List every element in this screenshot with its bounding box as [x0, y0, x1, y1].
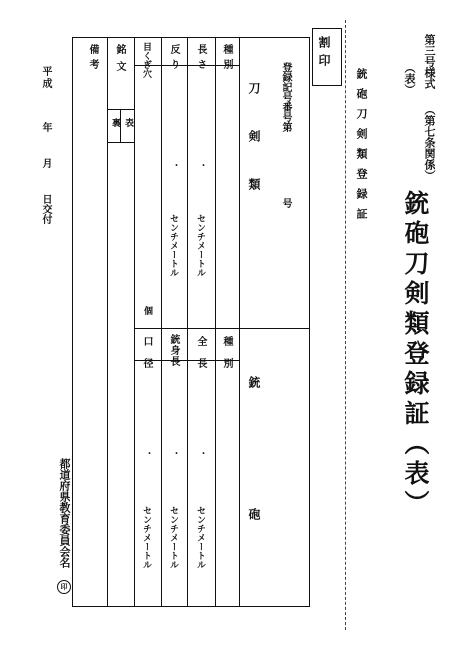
issuer-seal-mark: 印 [57, 580, 71, 594]
gun-section-header: 銃砲 [247, 376, 261, 640]
sword-length-unit: センチメートル [195, 214, 205, 277]
sword-kind-label: 種別 [221, 44, 232, 74]
gun-caliber-label: 口径 [141, 336, 152, 380]
gun-caliber-unit: センチメートル [141, 506, 151, 569]
issue-day: 日交付 [40, 194, 51, 224]
section-divider [134, 328, 310, 329]
tally-line [345, 20, 346, 630]
sword-curvature-dot: ・ [169, 160, 180, 170]
issue-era: 平成 [40, 66, 51, 90]
form-side-label: （表） [403, 62, 416, 95]
sword-curvature-unit: センチメートル [168, 214, 178, 277]
seal-side-text: 銃砲刀剣類登録証 [355, 68, 368, 228]
sword-length-dot: ・ [196, 160, 207, 170]
remarks-label: 備考 [87, 44, 98, 74]
sword-section-header: 刀剣類 [247, 82, 261, 226]
sword-holes-unit: 個 [142, 306, 152, 315]
gun-total-unit: センチメートル [195, 506, 205, 569]
registration-label: 登録記号番号第 [280, 62, 291, 132]
sword-curvature-label: 反り [168, 44, 179, 74]
table-rule [134, 37, 135, 607]
issue-year: 年 [40, 122, 51, 132]
gun-barrel-length-label: 銃身長 [168, 334, 179, 367]
table-rule [215, 37, 216, 607]
sword-holes-label: 目くぎ穴 [141, 42, 151, 78]
inscription-label: 銘文 [114, 44, 125, 78]
gun-total-dot: ・ [196, 448, 207, 458]
table-rule [239, 37, 240, 607]
inscription-bracket-divider [120, 109, 121, 143]
issuer-name: 都道府県教育委員会名 [58, 458, 71, 568]
inscription-back: 裏 [110, 118, 120, 127]
form-number: 第三号様式 [423, 34, 436, 89]
gun-barrel-dot: ・ [169, 448, 180, 458]
gun-caliber-dot: ・ [142, 448, 153, 458]
certificate-title: 銃砲刀剣類登録証（表） [401, 190, 430, 520]
form-clause: （第七条関係） [423, 104, 436, 181]
sword-length-label: 長さ [195, 44, 206, 74]
issue-month: 月 [40, 158, 51, 168]
inscription-front: 表 [123, 118, 133, 127]
gun-barrel-unit: センチメートル [168, 506, 178, 569]
gun-total-length-label: 全長 [195, 336, 206, 380]
gun-kind-label: 種別 [221, 336, 232, 380]
table-rule [187, 37, 188, 607]
seal-label: 割印 [317, 36, 331, 72]
registration-suffix: 号 [280, 198, 291, 208]
table-rule [161, 37, 162, 607]
